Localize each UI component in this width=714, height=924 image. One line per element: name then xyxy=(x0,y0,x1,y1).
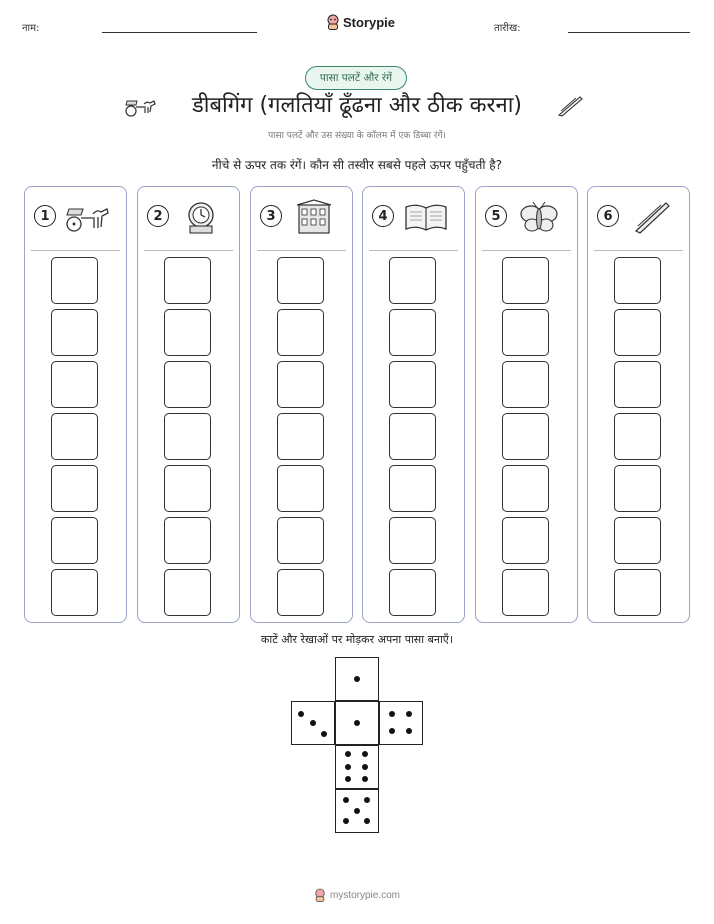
color-box[interactable] xyxy=(502,309,549,356)
die-pip xyxy=(343,818,349,824)
open-book-icon xyxy=(403,199,449,235)
footer-url: mystorypie.com xyxy=(329,889,400,901)
die-pip xyxy=(321,731,327,737)
color-box[interactable] xyxy=(164,309,211,356)
die-face-1 xyxy=(335,701,379,745)
color-box[interactable] xyxy=(164,569,211,616)
color-box[interactable] xyxy=(502,517,549,564)
die-pip xyxy=(345,776,351,782)
color-box[interactable] xyxy=(277,361,324,408)
storypie-mascot-icon xyxy=(326,14,340,30)
die-pip xyxy=(354,676,360,682)
color-box[interactable] xyxy=(502,361,549,408)
die-pip xyxy=(343,797,349,803)
column-1 xyxy=(24,186,127,623)
color-box[interactable] xyxy=(389,413,436,460)
die-face-4 xyxy=(379,701,423,745)
column-4 xyxy=(362,186,465,623)
color-box[interactable] xyxy=(51,413,98,460)
color-box[interactable] xyxy=(502,569,549,616)
column-3 xyxy=(250,186,353,623)
die-pip xyxy=(364,818,370,824)
die-pip xyxy=(345,751,351,757)
color-box[interactable] xyxy=(502,465,549,512)
die-pip xyxy=(389,711,395,717)
column-number: 6 xyxy=(597,205,619,227)
column-divider xyxy=(144,250,233,251)
color-box[interactable] xyxy=(389,257,436,304)
name-label: नाम: xyxy=(22,23,40,34)
die-pip xyxy=(389,728,395,734)
color-box[interactable] xyxy=(502,257,549,304)
date-label: तारीख: xyxy=(494,23,521,34)
die-face-5 xyxy=(335,789,379,833)
brand-name: Storypie xyxy=(343,14,396,30)
color-box[interactable] xyxy=(164,257,211,304)
color-box[interactable] xyxy=(614,257,661,304)
column-number: 2 xyxy=(147,205,169,227)
color-box[interactable] xyxy=(164,517,211,564)
color-box[interactable] xyxy=(51,361,98,408)
color-box[interactable] xyxy=(164,361,211,408)
color-box[interactable] xyxy=(389,309,436,356)
color-box[interactable] xyxy=(502,413,549,460)
color-box[interactable] xyxy=(277,465,324,512)
color-box[interactable] xyxy=(614,309,661,356)
column-2 xyxy=(137,186,240,623)
die-pip xyxy=(310,720,316,726)
building-icon xyxy=(291,199,337,235)
color-box[interactable] xyxy=(277,257,324,304)
die-pip xyxy=(362,764,368,770)
column-divider xyxy=(369,250,458,251)
color-box[interactable] xyxy=(277,413,324,460)
die-pip xyxy=(362,751,368,757)
moth-icon xyxy=(516,199,562,235)
color-box[interactable] xyxy=(51,465,98,512)
die-pip xyxy=(406,711,412,717)
color-box[interactable] xyxy=(614,413,661,460)
storypie-mascot-icon xyxy=(314,888,326,902)
horse-carriage-icon xyxy=(65,199,111,235)
color-box[interactable] xyxy=(614,517,661,564)
title-text: डीबगिंग (गलतियाँ ढूँढना और ठीक करना) xyxy=(192,93,522,118)
column-number: 1 xyxy=(34,205,56,227)
color-box[interactable] xyxy=(389,569,436,616)
subtitle: पासा पलटें और उस संख्या के कॉलम में एक डिब्बा रंगें। xyxy=(268,131,446,141)
column-divider xyxy=(482,250,571,251)
color-box[interactable] xyxy=(614,569,661,616)
color-box[interactable] xyxy=(389,361,436,408)
die-pip xyxy=(362,776,368,782)
cut-instruction: काटें और रेखाओं पर मोड़कर अपना पासा बनाएँ। xyxy=(260,633,454,646)
page-title xyxy=(0,89,714,119)
die-face-6 xyxy=(335,745,379,789)
column-6 xyxy=(587,186,690,623)
die-face-1 xyxy=(335,657,379,701)
column-number: 4 xyxy=(372,205,394,227)
die-pip xyxy=(298,711,304,717)
column-divider xyxy=(31,250,120,251)
horse-carriage-icon xyxy=(124,96,158,118)
activity-tag: पासा पलटें और रंगें xyxy=(305,66,407,90)
tweezers-icon xyxy=(556,94,584,118)
color-box[interactable] xyxy=(389,465,436,512)
column-divider xyxy=(257,250,346,251)
column-divider xyxy=(594,250,683,251)
color-box[interactable] xyxy=(51,257,98,304)
die-face-3 xyxy=(291,701,335,745)
tweezers-icon xyxy=(628,199,674,235)
die-pip xyxy=(354,808,360,814)
column-5 xyxy=(475,186,578,623)
color-box[interactable] xyxy=(277,569,324,616)
color-box[interactable] xyxy=(614,361,661,408)
color-box[interactable] xyxy=(164,465,211,512)
name-line[interactable] xyxy=(102,32,257,33)
footer xyxy=(0,888,714,902)
die-pip xyxy=(364,797,370,803)
color-box[interactable] xyxy=(164,413,211,460)
color-box[interactable] xyxy=(614,465,661,512)
die-pip xyxy=(354,720,360,726)
color-box[interactable] xyxy=(389,517,436,564)
color-box[interactable] xyxy=(277,517,324,564)
brand-logo xyxy=(326,14,395,30)
color-box[interactable] xyxy=(277,309,324,356)
color-box[interactable] xyxy=(51,517,98,564)
instruction: नीचे से ऊपर तक रंगें। कौन सी तस्वीर सबसे पहले ऊपर पहुँचती है? xyxy=(211,158,503,172)
date-line[interactable] xyxy=(568,32,690,33)
column-number: 5 xyxy=(485,205,507,227)
column-number: 3 xyxy=(260,205,282,227)
clock-icon xyxy=(178,199,224,235)
die-pip xyxy=(345,764,351,770)
die-pip xyxy=(406,728,412,734)
color-box[interactable] xyxy=(51,309,98,356)
color-box[interactable] xyxy=(51,569,98,616)
